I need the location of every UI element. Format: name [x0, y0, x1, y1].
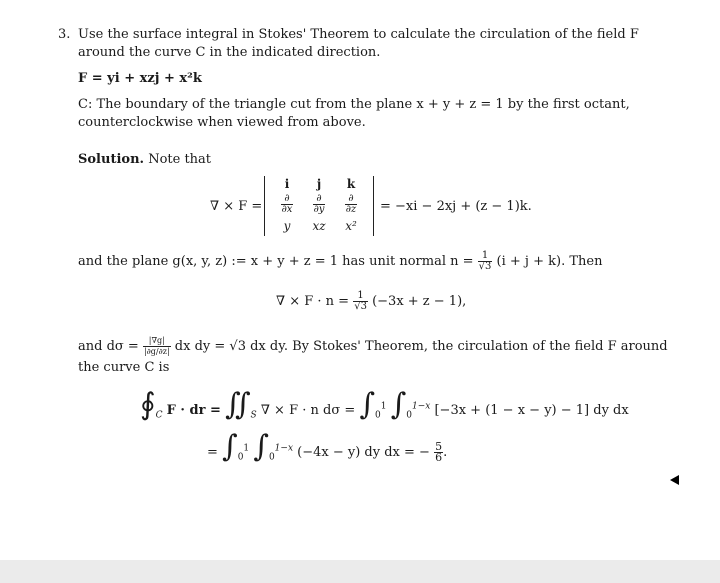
problem-number: 3.: [58, 27, 71, 42]
matrix-partial-y: $\frac{\partial}{\partial y}$: [313, 193, 325, 215]
matrix-j: j: [316, 177, 322, 191]
curve-line-2: counterclockwise when viewed from above.: [78, 115, 366, 130]
normal-rest: (i + j + k). Then: [496, 254, 603, 269]
contour-integral-sign: ∮: [140, 387, 156, 422]
inner-integral-sign: ∫: [390, 387, 407, 422]
solution-intro-line: [78, 152, 211, 168]
curl-determinant: [264, 176, 374, 236]
pointer-arrow-icon: [670, 475, 679, 485]
matrix-k: k: [346, 177, 356, 191]
curl-lhs: ∇ × F =: [210, 199, 263, 214]
solution-intro: Note that: [148, 152, 212, 167]
dot-fraction: $\frac{1}{√3}$: [354, 290, 367, 312]
plane-text: and the plane g(x, y, z) := x + y + z = 1 has unit normal n =: [78, 254, 474, 269]
curl-rhs: = −xi − 2xj + (z − 1)k.: [380, 199, 532, 214]
answer-fraction: $\frac{5}{6}$: [435, 440, 443, 464]
dsigma-rest: dx dy = √3 dx dy. By Stokes' Theorem, the circulation of the field F around: [174, 339, 668, 354]
dot-lhs: ∇ × F · n =: [276, 294, 350, 309]
matrix-partial-z: $\frac{\partial}{\partial z}$: [345, 193, 357, 215]
normal-fraction: $\frac{1}{√3}$: [478, 250, 492, 272]
matrix-i: i: [284, 177, 290, 191]
problem-line-2: around the curve C in the indicated direction.: [78, 45, 381, 60]
outer-integral-sign-2: ∫: [222, 429, 238, 464]
field-definition: F = yi + xzj + x²k: [78, 71, 202, 86]
eq2-rhs: (−4x − y) dy dx = −: [297, 445, 430, 460]
curl-dot-n-line: [276, 291, 466, 312]
curve-is: the curve C is: [78, 360, 170, 375]
equation-line-1: $∮_C$ F · dr = $∬_S$ ∇ × F · n $d\sigma = \int_0^1$ $\int_0^{1-x}$ [−3x + (1 − x − y) − 1] dy dx: [140, 387, 629, 422]
curve-line-1: C: The boundary of the triangle cut from the plane x + y + z = 1 by the first octant,: [78, 97, 630, 112]
eq1-mid: ∇ × F · n dσ =: [260, 403, 356, 418]
dsigma-fraction: $\frac{|\nabla g|}{|\partial g/\partial z|}$: [143, 336, 170, 356]
inner-integral-sign-2: ∫: [253, 429, 269, 464]
dsigma-prefix: and dσ =: [78, 339, 139, 354]
equation-line-2: = $\int_0^1$ $\int_0^{1-x}$ (−4x − y) dy dx = − $\frac{5}{6}$ .: [207, 429, 448, 464]
plane-normal-line: [78, 251, 602, 272]
problem-line-1: Use the surface integral in Stokes' Theorem to calculate the circulation of the field F: [78, 27, 639, 42]
outer-integral-sign: ∫: [359, 387, 376, 422]
eq1-rhs: [−3x + (1 − x − y) − 1] dy dx: [434, 403, 629, 418]
matrix-partial-x: $\frac{\partial}{\partial x}$: [281, 193, 293, 215]
solution-heading: Solution.: [78, 152, 145, 167]
dsigma-line: [78, 336, 668, 357]
matrix-xz: xz: [312, 219, 326, 233]
bottom-strip: [0, 560, 720, 583]
matrix-y: y: [283, 219, 291, 233]
matrix-x2: x²: [345, 219, 357, 233]
double-integral-sign: ∬: [224, 387, 251, 422]
eq1-lhs: F · dr =: [166, 403, 221, 418]
dot-rest: (−3x + z − 1),: [372, 294, 467, 309]
